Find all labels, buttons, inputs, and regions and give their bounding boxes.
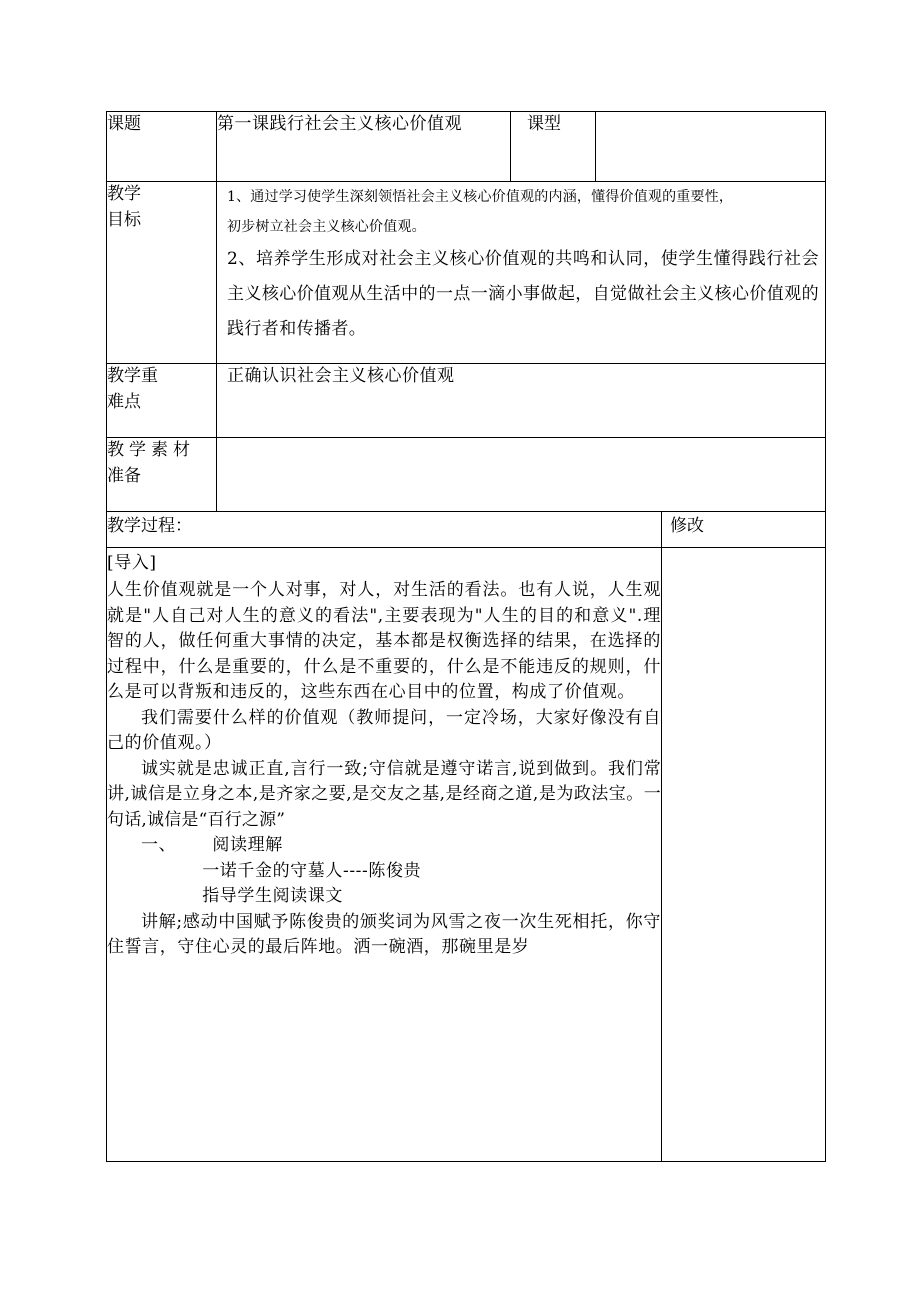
materials-label-line2: 准备 (107, 465, 141, 486)
process-body-row (107, 548, 826, 1162)
type-label: 课型 (511, 112, 596, 182)
objective-2: 2、培养学生形成对社会主义核心价值观的共鸣和认同，使学生懂得践行社会主义核心价值观从生活中的一点一滴小事做起，自觉做社会主义核心价值观的践行者和传播者。 (227, 249, 819, 339)
materials-label (107, 438, 217, 512)
materials-row (107, 438, 826, 512)
key-points-row (107, 364, 826, 438)
key-points-label-line2: 难点 (107, 391, 141, 412)
process-content (107, 548, 662, 1162)
integrity-paragraph: 诚实就是忠诚正直,言行一致;守信就是遵守诺言,说到做到。我们常讲,诚信是立身之本,是齐家之要,是交友之基,是经商之道,是为政法宝。一句话,诚信是“百行之源” (107, 758, 661, 830)
topic-row (107, 112, 826, 182)
topic-value: 第一课践行社会主义核心价值观 (217, 112, 511, 182)
objectives-value (217, 182, 826, 364)
topic-label: 课题 (107, 112, 217, 182)
objectives-label-line1: 教学 (107, 184, 141, 204)
guide-line: 指导学生阅读课文 (202, 886, 343, 906)
objectives-row (107, 182, 826, 364)
materials-label-line1: 教学素材 (107, 440, 195, 460)
lesson-plan-table (106, 111, 826, 1162)
explanation-paragraph: 讲解;感动中国赋予陈俊贵的颁奖词为风雪之夜一次生死相托，你守住誓言，守住心灵的最后阵地。洒一碗酒，那碗里是岁 (107, 911, 661, 957)
section-heading (107, 833, 661, 859)
section-title: 阅读理解 (212, 835, 283, 855)
objectives-label-line2: 目标 (107, 209, 141, 230)
type-value (596, 112, 826, 182)
intro-paragraph: 人生价值观就是一个人对事，对人，对生活的看法。也有人说，人生观就是"人自己对人生的意义的看法",主要表现为"人生的目的和意义".理智的人，做任何重大事情的决定，基本都是权衡选择的结果，在选择的过程中，什么是重要的，什么是不重要的，什么是不能违反的规则，什么是可以背叛和违反的，这些东西在心目中的位置，构成了价值观。 (107, 580, 661, 702)
question-paragraph: 我们需要什么样的价值观（教师提问，一定冷场，大家好像没有自己的价值观。） (107, 707, 661, 753)
revise-label: 修改 (662, 512, 826, 548)
objective-1-line1: 1、通过学习使学生深刻领悟社会主义核心价值观的内涵，懂得价值观的重要性， (227, 189, 734, 205)
key-points-value: 正确认识社会主义核心价值观 (217, 364, 826, 438)
intro-heading: [导入] (107, 553, 157, 573)
revise-content (662, 548, 826, 1162)
objective-1-line2: 初步树立社会主义核心价值观。 (227, 219, 426, 235)
key-points-label-line1: 教学重 (107, 366, 158, 386)
key-points-label (107, 364, 217, 438)
section-number: 一、 (141, 835, 177, 855)
process-header-row (107, 512, 826, 548)
materials-value (217, 438, 826, 512)
process-label: 教学过程： (107, 512, 662, 548)
objectives-label (107, 182, 217, 364)
story-title: 一诺千金的守墓人----陈俊贵 (202, 860, 422, 881)
